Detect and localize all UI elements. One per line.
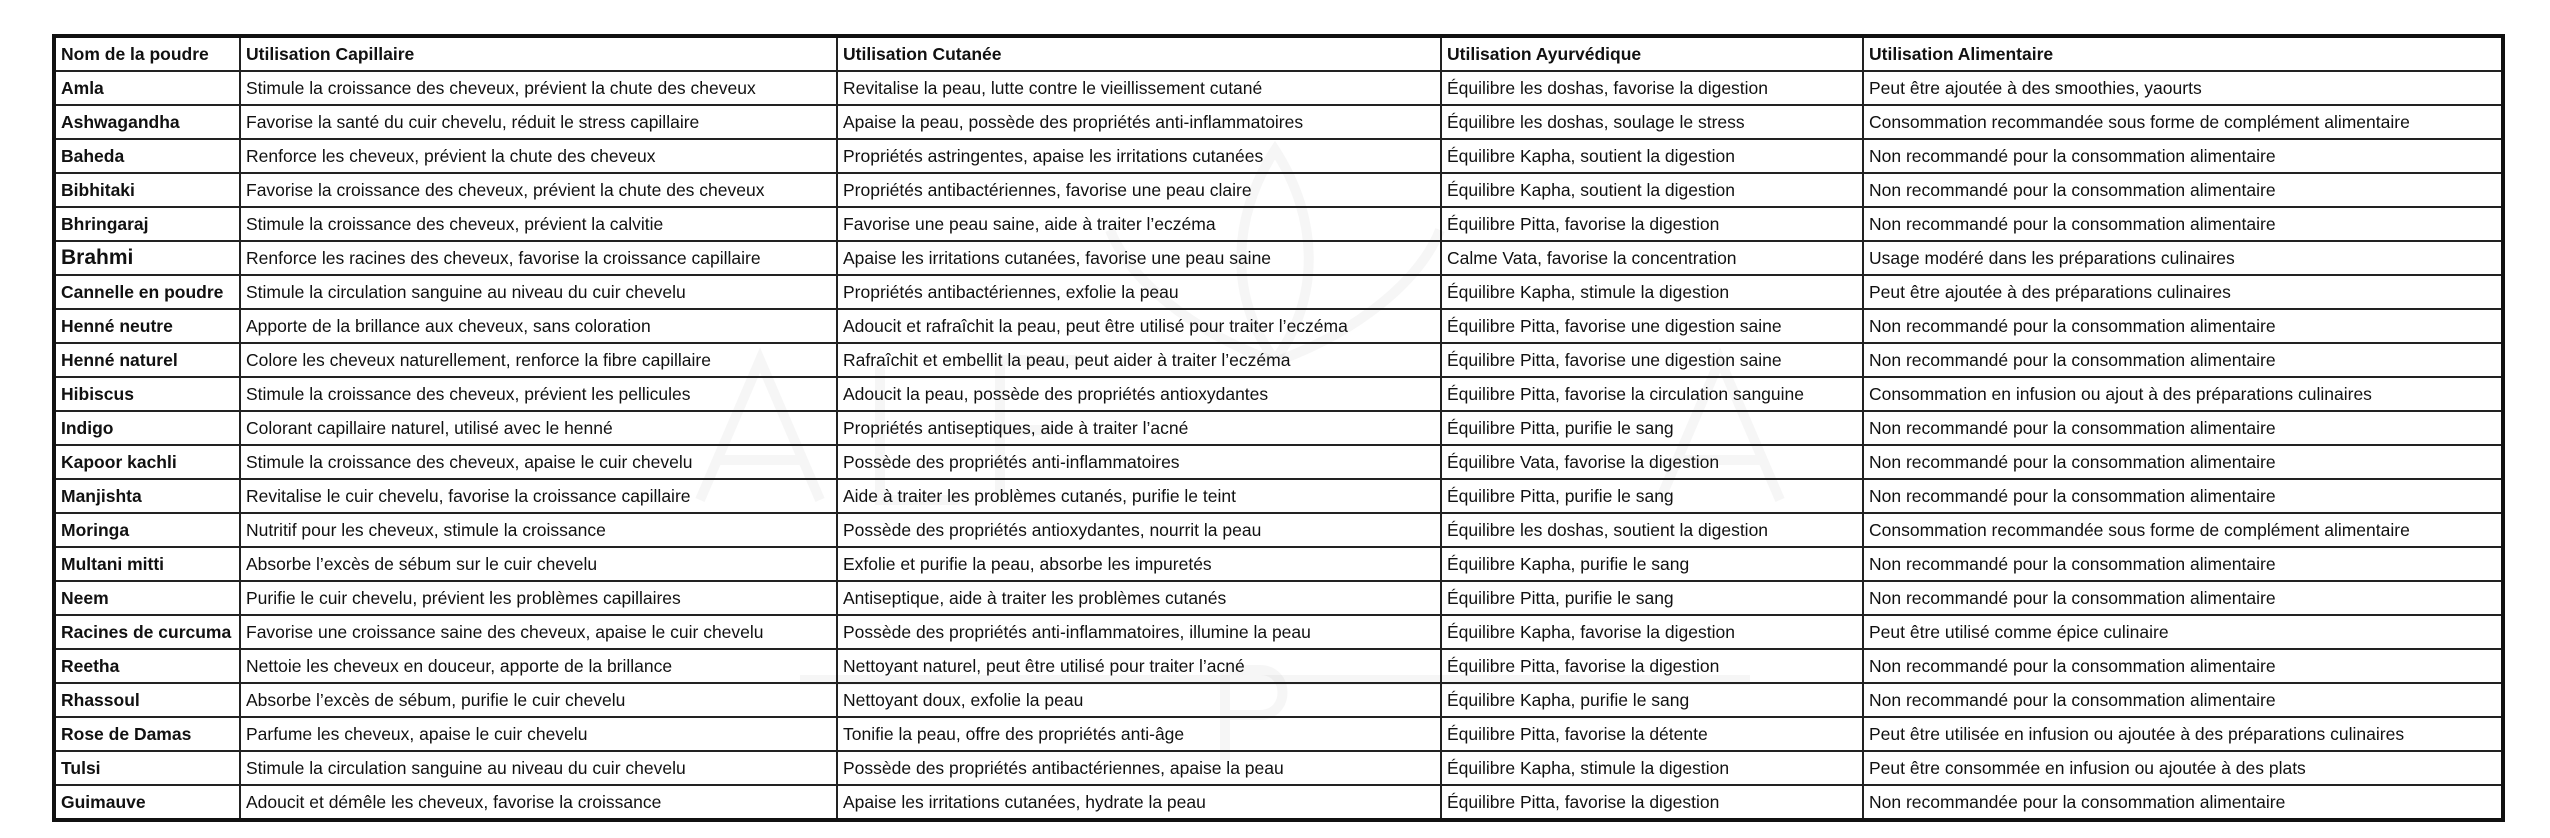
cell-alimentaire: Consommation recommandée sous forme de complément alimentaire <box>1863 105 2503 139</box>
cell-ayurvedique: Calme Vata, favorise la concentration <box>1441 241 1863 275</box>
cell-nom: Brahmi <box>54 241 240 275</box>
cell-capillaire: Adoucit et démêle les cheveux, favorise la croissance <box>240 785 837 820</box>
table-row <box>54 445 2503 479</box>
cell-nom: Henné neutre <box>54 309 240 343</box>
cell-cutanee: Antiseptique, aide à traiter les problèmes cutanés <box>837 581 1441 615</box>
table-row <box>54 479 2503 513</box>
cell-alimentaire: Peut être ajoutée à des smoothies, yaourts <box>1863 71 2503 105</box>
table-row <box>54 649 2503 683</box>
cell-nom: Racines de curcuma <box>54 615 240 649</box>
cell-ayurvedique: Équilibre Kapha, purifie le sang <box>1441 547 1863 581</box>
cell-capillaire: Nettoie les cheveux en douceur, apporte de la brillance <box>240 649 837 683</box>
table-row <box>54 751 2503 785</box>
table-row <box>54 139 2503 173</box>
cell-capillaire: Stimule la croissance des cheveux, prévient les pellicules <box>240 377 837 411</box>
cell-nom: Guimauve <box>54 785 240 820</box>
cell-alimentaire: Non recommandé pour la consommation alimentaire <box>1863 649 2503 683</box>
cell-capillaire: Revitalise le cuir chevelu, favorise la croissance capillaire <box>240 479 837 513</box>
table-row <box>54 411 2503 445</box>
cell-cutanee: Possède des propriétés antioxydantes, nourrit la peau <box>837 513 1441 547</box>
cell-alimentaire: Non recommandé pour la consommation alimentaire <box>1863 207 2503 241</box>
cell-alimentaire: Non recommandé pour la consommation alimentaire <box>1863 683 2503 717</box>
cell-nom: Henné naturel <box>54 343 240 377</box>
table-row <box>54 785 2503 820</box>
cell-capillaire: Stimule la croissance des cheveux, apaise le cuir chevelu <box>240 445 837 479</box>
header-capillaire: Utilisation Capillaire <box>240 36 837 71</box>
cell-ayurvedique: Équilibre Vata, favorise la digestion <box>1441 445 1863 479</box>
cell-nom: Hibiscus <box>54 377 240 411</box>
table-row <box>54 207 2503 241</box>
cell-cutanee: Propriétés astringentes, apaise les irritations cutanées <box>837 139 1441 173</box>
cell-capillaire: Favorise la santé du cuir chevelu, réduit le stress capillaire <box>240 105 837 139</box>
cell-cutanee: Adoucit la peau, possède des propriétés antioxydantes <box>837 377 1441 411</box>
cell-capillaire: Purifie le cuir chevelu, prévient les problèmes capillaires <box>240 581 837 615</box>
table-row <box>54 513 2503 547</box>
cell-cutanee: Nettoyant doux, exfolie la peau <box>837 683 1441 717</box>
cell-capillaire: Nutritif pour les cheveux, stimule la croissance <box>240 513 837 547</box>
cell-cutanee: Aide à traiter les problèmes cutanés, purifie le teint <box>837 479 1441 513</box>
cell-ayurvedique: Équilibre Pitta, purifie le sang <box>1441 479 1863 513</box>
cell-capillaire: Colorant capillaire naturel, utilisé avec le henné <box>240 411 837 445</box>
cell-alimentaire: Consommation recommandée sous forme de complément alimentaire <box>1863 513 2503 547</box>
cell-nom: Multani mitti <box>54 547 240 581</box>
table-row <box>54 615 2503 649</box>
cell-nom: Manjishta <box>54 479 240 513</box>
cell-alimentaire: Peut être consommée en infusion ou ajoutée à des plats <box>1863 751 2503 785</box>
cell-alimentaire: Non recommandé pour la consommation alimentaire <box>1863 479 2503 513</box>
cell-nom: Rose de Damas <box>54 717 240 751</box>
table-row <box>54 343 2503 377</box>
cell-capillaire: Colore les cheveux naturellement, renforce la fibre capillaire <box>240 343 837 377</box>
cell-capillaire: Absorbe l’excès de sébum sur le cuir chevelu <box>240 547 837 581</box>
cell-cutanee: Exfolie et purifie la peau, absorbe les impuretés <box>837 547 1441 581</box>
table-row <box>54 275 2503 309</box>
cell-capillaire: Favorise une croissance saine des cheveux, apaise le cuir chevelu <box>240 615 837 649</box>
cell-nom: Cannelle en poudre <box>54 275 240 309</box>
cell-capillaire: Favorise la croissance des cheveux, prévient la chute des cheveux <box>240 173 837 207</box>
cell-alimentaire: Peut être ajoutée à des préparations culinaires <box>1863 275 2503 309</box>
cell-ayurvedique: Équilibre Pitta, favorise la détente <box>1441 717 1863 751</box>
cell-nom: Amla <box>54 71 240 105</box>
cell-cutanee: Possède des propriétés anti-inflammatoires <box>837 445 1441 479</box>
table-row <box>54 241 2503 275</box>
table-row <box>54 173 2503 207</box>
cell-capillaire: Stimule la circulation sanguine au niveau du cuir chevelu <box>240 275 837 309</box>
cell-alimentaire: Consommation en infusion ou ajout à des préparations culinaires <box>1863 377 2503 411</box>
cell-alimentaire: Peut être utilisé comme épice culinaire <box>1863 615 2503 649</box>
cell-ayurvedique: Équilibre Pitta, favorise une digestion saine <box>1441 343 1863 377</box>
cell-cutanee: Possède des propriétés antibactériennes, apaise la peau <box>837 751 1441 785</box>
cell-ayurvedique: Équilibre Pitta, favorise la digestion <box>1441 207 1863 241</box>
header-alimentaire: Utilisation Alimentaire <box>1863 36 2503 71</box>
cell-ayurvedique: Équilibre Pitta, purifie le sang <box>1441 411 1863 445</box>
cell-capillaire: Parfume les cheveux, apaise le cuir chevelu <box>240 717 837 751</box>
table-row <box>54 547 2503 581</box>
cell-ayurvedique: Équilibre Kapha, stimule la digestion <box>1441 275 1863 309</box>
cell-capillaire: Renforce les cheveux, prévient la chute des cheveux <box>240 139 837 173</box>
cell-cutanee: Revitalise la peau, lutte contre le vieillissement cutané <box>837 71 1441 105</box>
cell-ayurvedique: Équilibre Kapha, stimule la digestion <box>1441 751 1863 785</box>
cell-cutanee: Rafraîchit et embellit la peau, peut aider à traiter l’eczéma <box>837 343 1441 377</box>
cell-capillaire: Renforce les racines des cheveux, favorise la croissance capillaire <box>240 241 837 275</box>
cell-cutanee: Apaise les irritations cutanées, hydrate la peau <box>837 785 1441 820</box>
cell-alimentaire: Non recommandé pour la consommation alimentaire <box>1863 411 2503 445</box>
cell-alimentaire: Non recommandée pour la consommation alimentaire <box>1863 785 2503 820</box>
cell-capillaire: Stimule la croissance des cheveux, prévient la calvitie <box>240 207 837 241</box>
table-row <box>54 683 2503 717</box>
cell-nom: Kapoor kachli <box>54 445 240 479</box>
table-header-row <box>54 36 2503 71</box>
cell-nom: Indigo <box>54 411 240 445</box>
cell-alimentaire: Non recommandé pour la consommation alimentaire <box>1863 343 2503 377</box>
cell-nom: Bibhitaki <box>54 173 240 207</box>
cell-cutanee: Propriétés antibactériennes, favorise une peau claire <box>837 173 1441 207</box>
cell-capillaire: Stimule la croissance des cheveux, prévient la chute des cheveux <box>240 71 837 105</box>
cell-cutanee: Apaise les irritations cutanées, favorise une peau saine <box>837 241 1441 275</box>
cell-capillaire: Absorbe l’excès de sébum, purifie le cuir chevelu <box>240 683 837 717</box>
header-cutanee: Utilisation Cutanée <box>837 36 1441 71</box>
cell-alimentaire: Non recommandé pour la consommation alimentaire <box>1863 173 2503 207</box>
cell-ayurvedique: Équilibre Kapha, purifie le sang <box>1441 683 1863 717</box>
table-row <box>54 717 2503 751</box>
cell-alimentaire: Non recommandé pour la consommation alimentaire <box>1863 445 2503 479</box>
header-ayurvedique: Utilisation Ayurvédique <box>1441 36 1863 71</box>
powder-uses-table <box>52 34 2505 822</box>
cell-nom: Tulsi <box>54 751 240 785</box>
cell-alimentaire: Peut être utilisée en infusion ou ajoutée à des préparations culinaires <box>1863 717 2503 751</box>
cell-nom: Bhringaraj <box>54 207 240 241</box>
cell-ayurvedique: Équilibre Pitta, purifie le sang <box>1441 581 1863 615</box>
table-row <box>54 105 2503 139</box>
cell-alimentaire: Non recommandé pour la consommation alimentaire <box>1863 139 2503 173</box>
table-row <box>54 581 2503 615</box>
cell-capillaire: Stimule la circulation sanguine au niveau du cuir chevelu <box>240 751 837 785</box>
cell-nom: Reetha <box>54 649 240 683</box>
cell-ayurvedique: Équilibre Kapha, favorise la digestion <box>1441 615 1863 649</box>
cell-nom: Moringa <box>54 513 240 547</box>
cell-alimentaire: Non recommandé pour la consommation alimentaire <box>1863 309 2503 343</box>
cell-ayurvedique: Équilibre Pitta, favorise une digestion saine <box>1441 309 1863 343</box>
table-container <box>52 34 2501 811</box>
cell-nom: Neem <box>54 581 240 615</box>
cell-alimentaire: Non recommandé pour la consommation alimentaire <box>1863 581 2503 615</box>
cell-nom: Baheda <box>54 139 240 173</box>
cell-cutanee: Nettoyant naturel, peut être utilisé pour traiter l’acné <box>837 649 1441 683</box>
cell-ayurvedique: Équilibre les doshas, favorise la digestion <box>1441 71 1863 105</box>
cell-ayurvedique: Équilibre Kapha, soutient la digestion <box>1441 173 1863 207</box>
table-row <box>54 309 2503 343</box>
cell-cutanee: Favorise une peau saine, aide à traiter l’eczéma <box>837 207 1441 241</box>
cell-ayurvedique: Équilibre les doshas, soutient la digestion <box>1441 513 1863 547</box>
cell-ayurvedique: Équilibre Pitta, favorise la circulation sanguine <box>1441 377 1863 411</box>
cell-nom: Rhassoul <box>54 683 240 717</box>
table-row <box>54 71 2503 105</box>
cell-ayurvedique: Équilibre les doshas, soulage le stress <box>1441 105 1863 139</box>
cell-ayurvedique: Équilibre Pitta, favorise la digestion <box>1441 649 1863 683</box>
cell-alimentaire: Usage modéré dans les préparations culinaires <box>1863 241 2503 275</box>
table-row <box>54 377 2503 411</box>
cell-cutanee: Propriétés antiseptiques, aide à traiter l’acné <box>837 411 1441 445</box>
cell-cutanee: Tonifie la peau, offre des propriétés anti-âge <box>837 717 1441 751</box>
header-nom: Nom de la poudre <box>54 36 240 71</box>
cell-alimentaire: Non recommandé pour la consommation alimentaire <box>1863 547 2503 581</box>
cell-capillaire: Apporte de la brillance aux cheveux, sans coloration <box>240 309 837 343</box>
cell-cutanee: Apaise la peau, possède des propriétés anti-inflammatoires <box>837 105 1441 139</box>
cell-cutanee: Possède des propriétés anti-inflammatoires, illumine la peau <box>837 615 1441 649</box>
cell-ayurvedique: Équilibre Kapha, soutient la digestion <box>1441 139 1863 173</box>
cell-cutanee: Adoucit et rafraîchit la peau, peut être utilisé pour traiter l’eczéma <box>837 309 1441 343</box>
cell-nom: Ashwagandha <box>54 105 240 139</box>
cell-cutanee: Propriétés antibactériennes, exfolie la peau <box>837 275 1441 309</box>
cell-ayurvedique: Équilibre Pitta, favorise la digestion <box>1441 785 1863 820</box>
